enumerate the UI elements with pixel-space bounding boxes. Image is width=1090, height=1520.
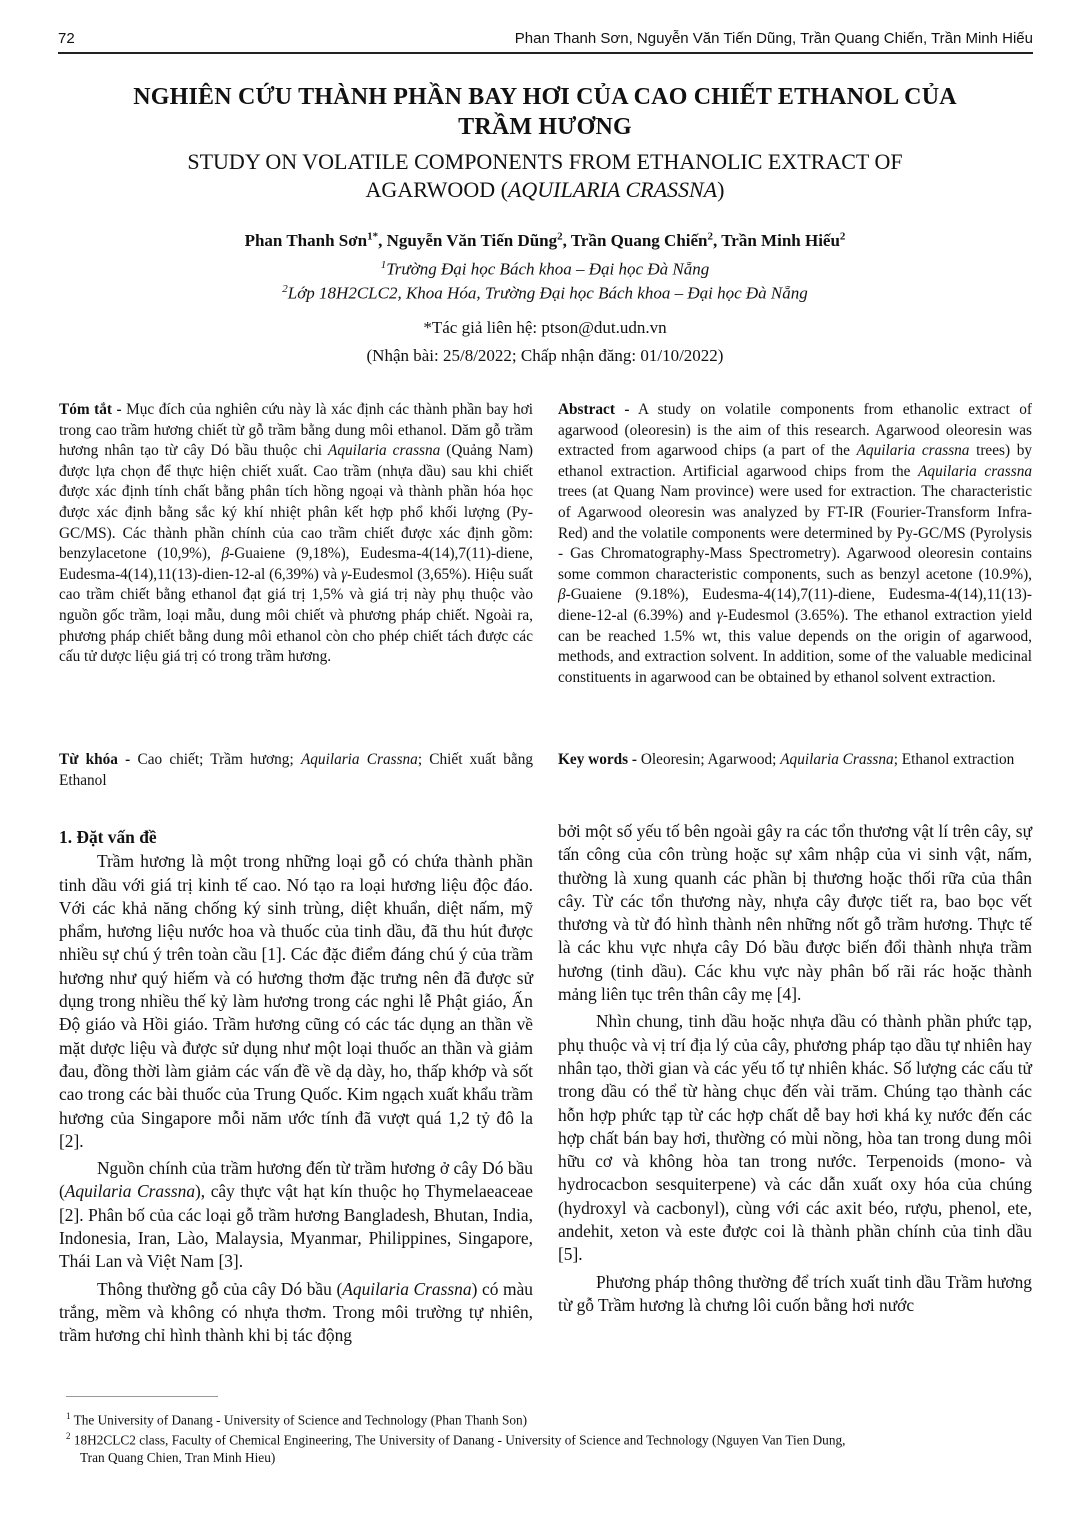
author: Nguyễn Văn Tiến Dũng$^2$, [386, 230, 571, 250]
section-heading: 1. Đặt vấn đề [59, 827, 157, 847]
paragraph: bởi một số yếu tố bên ngoài gây ra các tổn thương vật lí trên cây, sự tấn công của côn trùng hoặc sự xâm nhập của vi sinh vật, nấm, thường là xung quanh các phần bị thương hoặc thối rữa của thân cây. Từ các tổn thương này, nhựa cây được tiết ra, bao bọc vết thương và từ đó hình thành nên những nốt gỗ trầm hương. Thực tế là các khu vực nhựa cây Dó bầu được biến đổi thành nhựa trầm hương (tinh dầu). Các khu vực này phân bố rãi rác hoặc thành mảng liên tục trên thân cây mẹ [4]. [558, 821, 1032, 1005]
keywords-en-label: Key words - [558, 751, 638, 768]
paragraph: Nguồn chính của trầm hương đến từ trầm hương ở cây Dó bầu (Aquilaria Crassna), cây thực vật hạt kín thuộc họ Thymelaeaceae [2]. Phân bố của các loại gỗ trầm hương Bangladesh, Bhutan, India, Indonesia, Iran, Lào, Malaysia, Myanmar, Philippines, Singapore, Thái Lan và Việt Nam [3]. [59, 1158, 533, 1272]
abstract-vietnamese: Tóm tắt - Mục đích của nghiên cứu này là xác định các thành phần bay hơi trong cao trầm hương chiết từ gỗ trầm bằng dung môi ethanol. Dăm gỗ trầm hương nhân tạo từ cây Dó bầu thuộc chi Aquilaria crassna (Quảng Nam) được lựa chọn để thực hiện chiết xuất. Cao trầm (nhựa dầu) sau khi chiết được xác định tính chất bằng phân tích hồng ngoại và thành phần hóa học được xác định bằng sắc ký khí nhiệt phân kết hợp phổ khối lượng (Py-GC/MS). Các thành phần chính của cao trầm chiết được xác định gồm: benzylacetone (10,9%), β-Guaiene (9,18%), Eudesma-4(14),7(11)-diene, Eudesma-4(14),11(13)-dien-12-al (6,39%) và γ-Eudesmol (3,65%). Hiệu suất cao trầm chiết bằng ethanol đạt giá trị 1,5% và giá trị này phụ thuộc vào nguồn gốc trầm, loại mẫu, dung môi chiết và phương pháp chiết. Ngoài ra, phương pháp chiết bằng dung môi ethanol còn cho phép chiết tách được các cấu tử dược liệu giá trị có trong trầm hương. [59, 401, 533, 666]
author: Phan Thanh Sơn$^{1*}$, [244, 230, 387, 250]
paragraph: Nhìn chung, tinh dầu hoặc nhựa dầu có thành phần phức tạp, phụ thuộc và vị trí địa lý của cây, phương pháp tạo dầu tự nhiên hay nhân tạo, thời gian và các yếu tố tự nhiên khác. Số lượng các cấu tử trong dầu có thể từ hàng chục đến vài trăm. Chúng tạo thành các hỗn hợp phức tạp từ các hợp chất dễ bay hơi khá kỵ nước đến các hợp chất bán bay hơi, thường có mùi nồng, hòa tan trong dung môi hữu cơ và không hòa tan trong nước. Terpenoids (mono- và hydrocacbon sesquiterpene) và các dẫn xuất oxy hóa của chúng (hydroxyl và cacbonyl), cùng với các axit béo, rượu, phenol, ete, andehit, xeton và este được coi là thành phần chính của tinh dầu [5]. [558, 1011, 1032, 1265]
title-vn-line1: NGHIÊN CỨU THÀNH PHẦN BAY HƠI CỦA CAO CHIẾT ETHANOL CỦA [133, 84, 957, 110]
body-right-column [558, 820, 1032, 1321]
author: Trần Quang Chiến$^2$, [570, 230, 722, 250]
title-en-suffix: ) [717, 177, 725, 202]
author-list [60, 230, 1030, 251]
author: Trần Minh Hiếu$^2$ [721, 230, 846, 250]
keywords-english: Key words - Oleoresin; Agarwood; Aquilaria Crassna; Ethanol extraction [558, 751, 1015, 768]
title-en-line1: STUDY ON VOLATILE COMPONENTS FROM ETHANOLIC EXTRACT OF [187, 149, 903, 174]
paragraph: Trầm hương là một trong những loại gỗ có chứa thành phần tinh dầu với giá trị kinh tế cao. Nó tạo ra loại hương liệu độc đáo. Với các khả năng chống ký sinh trùng, diệt khuẩn, diệt nấm, mỹ phẩm, hương liệu nước hoa và thuốc của tinh dầu, đã thu hút được nhiều sự chú ý trên toàn cầu [1]. Các đặc điểm đáng chú ý của trầm hương như quý hiếm và có hương thơm đặc trưng nên đã được sử dụng trong nhiều thế kỷ làm hương trong các nghi lễ Phật giáo, Ấn Độ giáo và Hồi giáo. Trầm hương cũng có các tác dụng an thần về mặt dược liệu và được sử dụng như một loại thuốc an thần và giảm đau, đồng thời làm giảm các vấn đề về dạ dày, ho, thấp khớp và sốt cao trong các bài thuốc của Trung Quốc. Kim ngạch xuất khẩu trầm hương của Singapore mỗi năm ước tính đã vượt quá 1,2 tỷ đô la [2]. [59, 851, 533, 1151]
abstract-en-label: Abstract - [558, 401, 630, 418]
title-en-line2 [60, 176, 1030, 204]
footnote-1: $^1$ The University of Danang - University of Science and Technology (Phan Thanh Son) [66, 1411, 528, 1428]
affiliation-2: $^2$Lớp 18H2CLC2, Khoa Hóa, Trường Đại học Bách khoa – Đại học Đà Nẵng [282, 283, 808, 303]
title-vn-line2: TRẦM HƯƠNG [458, 114, 632, 140]
footnote-2: $^2$ 18H2CLC2 class, Faculty of Chemical Engineering, The University of Danang - University of Science and Technology (Nguyen Van Tien Dung, [66, 1431, 846, 1448]
title-en-prefix: AGARWOOD ( [365, 177, 508, 202]
keywords-vietnamese: Từ khóa - Cao chiết; Trầm hương; Aquilaria Crassna; Chiết xuất bằng Ethanol [59, 751, 533, 789]
paragraph: Thông thường gỗ của cây Dó bầu (Aquilaria Crassna) có màu trắng, mềm và không có nhựa thơm. Trong môi trường tự nhiên, trầm hương chỉ hình thành khi bị tác động [59, 1278, 533, 1346]
title-en-species: AQUILARIA CRASSNA [507, 177, 718, 202]
abstract-english: Abstract - A study on volatile components from ethanolic extract of agarwood (oleoresin) is the aim of this research. Agarwood oleoresin was extracted from agarwood chips (a part of the Aquilaria crassna trees) by ethanol extraction. Artificial agarwood chips from the Aquilaria crassna trees (at Quang Nam province) were used for extraction. The characteristic of Agarwood oleoresin was analyzed by FT-IR (Fourier-Transform Infra-Red) and the volatile components were determined by Py-GC/MS (Pyrolysis - Gas Chromatography-Mass Spectrometry). Agarwood oleoresin contains some common characteristic components, such as benzyl acetone (10.9%), β-Guaiene (9.18%), Eudesma-4(14),7(11)-diene, Eudesma-4(14),11(13)-diene-12-al (6.39%) and γ-Eudesmol (3.65%). The ethanol extraction yield can be reached 1.5% wt, this value depends on the origin of agarwood, methods, and extraction solvent. In addition, some of the valuable medicinal constituents in agarwood can be obtained by ethanol solvent extraction. [558, 401, 1033, 686]
page-header [58, 28, 1033, 54]
body-left-column [59, 826, 533, 1352]
footnote-divider [66, 1396, 218, 1397]
keywords-vn-label: Từ khóa - [59, 751, 131, 768]
abstract-vn-label: Tóm tắt - [59, 401, 122, 418]
paragraph: Phương pháp thông thường để trích xuất tinh dầu Trầm hương từ gỗ Trầm hương là chưng lôi cuốn bằng hơi nước [558, 1271, 1032, 1315]
page-number: 72 [58, 30, 75, 47]
running-head: Phan Thanh Sơn, Nguyễn Văn Tiến Dũng, Trần Quang Chiến, Trần Minh Hiếu [514, 30, 1033, 47]
footnote-2-continued: Tran Quang Chien, Tran Minh Hieu) [80, 1449, 276, 1465]
affiliation-1: $^1$Trường Đại học Bách khoa – Đại học Đà Nẵng [380, 259, 710, 279]
footnotes [66, 1408, 1036, 1466]
corresponding-author: *Tác giả liên hệ: ptson@dut.udn.vn [423, 318, 667, 337]
title-english [60, 148, 1030, 204]
submission-dates: (Nhận bài: 25/8/2022; Chấp nhận đăng: 01/10/2022) [366, 346, 724, 365]
title-vietnamese [60, 82, 1030, 142]
